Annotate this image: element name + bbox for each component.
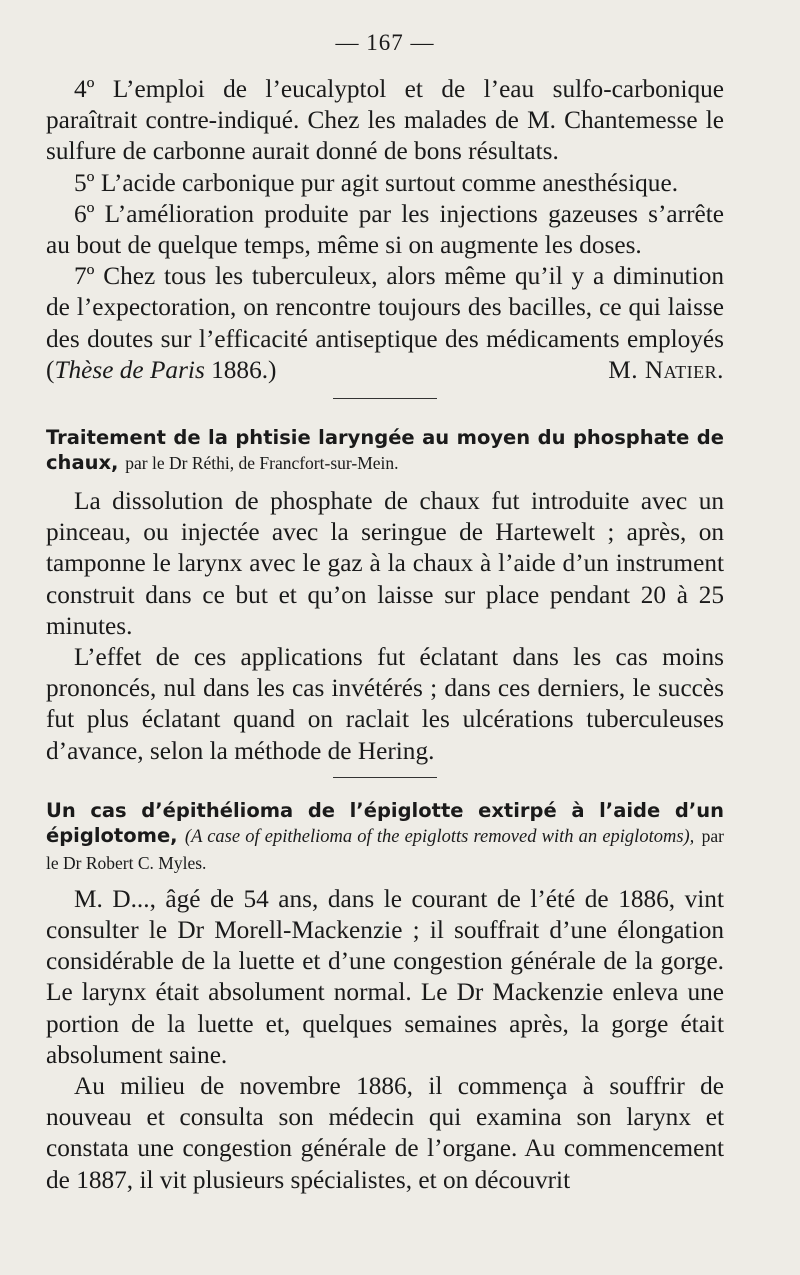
paragraph: La dissolution de phosphate de chaux fut introduite avec un pinceau, ou injectée avec la seringue de Hartewelt ; après, on tamponne le larynx avec le gaz à la chaux à l’aide d’un instrument construit dans ce but et qu’on laisse sur place pendant 20 à 25 minutes. — [46, 487, 724, 640]
section-body — [46, 884, 724, 1196]
conclusion-6: 6º L’amélioration produite par les injections gazeuses s’arrête au bout de quelque temps, même si on augmente les doses. — [46, 199, 724, 260]
section-divider — [333, 777, 437, 778]
conclusion-7 — [46, 261, 724, 386]
paragraph: L’effet de ces applications fut éclatant dans les cas moins prononcés, nul dans les cas invétérés ; dans ces derniers, le succès fut plus éclatant quand on raclait les ulcérations tuberculeuses d’avance, selon la méthode de Hering. — [46, 643, 724, 765]
conclusion-4: 4º L’emploi de l’eucalyptol et de l’eau sulfo-carbonique paraîtrait contre-indiqué. Chez les malades de M. Chantemesse le sulfure de carbonne aurait donné de bons résultats. — [46, 75, 724, 166]
section-divider — [333, 398, 437, 399]
section-title-english: (A case of epithelioma of the epiglotts removed with an epiglotoms), — [184, 826, 695, 847]
section-phosphate — [46, 425, 724, 767]
intro-conclusions — [46, 74, 724, 386]
section-title — [46, 425, 724, 476]
section-body — [46, 486, 724, 767]
section-byline: par le Dr Robert C. Myles. — [46, 825, 724, 873]
paragraph: M. D..., âgé de 54 ans, dans le courant de l’été de 1886, vint consulter le Dr Morell-Mackenzie ; il souffrait d’une élongation considérable de la luette et d’une congestion générale de la gorge. Le larynx était absolument normal. Le Dr Mackenzie enleva une portion de la luette et, quelques semaines après, la gorge était absolument saine. — [46, 884, 724, 1069]
paragraph: Au milieu de novembre 1886, il commença à souffrir de nouveau et consulta son médecin qui examina son larynx et constata une congestion générale de l’organe. Au commencement de 1887, il vit plusieurs spécialistes, et on découvrit — [46, 1072, 724, 1194]
conclusion-5: 5º L’acide carbonique pur agit surtout comme anesthésique. — [74, 168, 679, 197]
section-byline: par le Dr Réthi, de Francfort-sur-Mein. — [125, 453, 399, 474]
section-title-text: Traitement de la phtisie laryngée au moyen du phosphate de chaux, — [46, 426, 724, 475]
conclusion-7-text: 7º Chez tous les tuberculeux, alors même qu’il y a diminution de l’expectoration, on rencontre toujours des bacilles, ce qui laisse des doutes sur l’efficacité antiseptique des médicaments employés ( — [46, 262, 724, 384]
page-number: — 167 — — [335, 30, 435, 55]
citation-title: Thèse de Paris — [54, 355, 205, 384]
section-title — [46, 798, 724, 876]
section-title-text: Un cas d’épithélioma de l’épiglotte extirpé à l’aide d’un épiglotome, — [46, 798, 724, 847]
citation-year: 1886.) — [204, 355, 277, 384]
section-epithelioma — [46, 798, 724, 1196]
author-signature: M. Natier. — [608, 355, 724, 384]
